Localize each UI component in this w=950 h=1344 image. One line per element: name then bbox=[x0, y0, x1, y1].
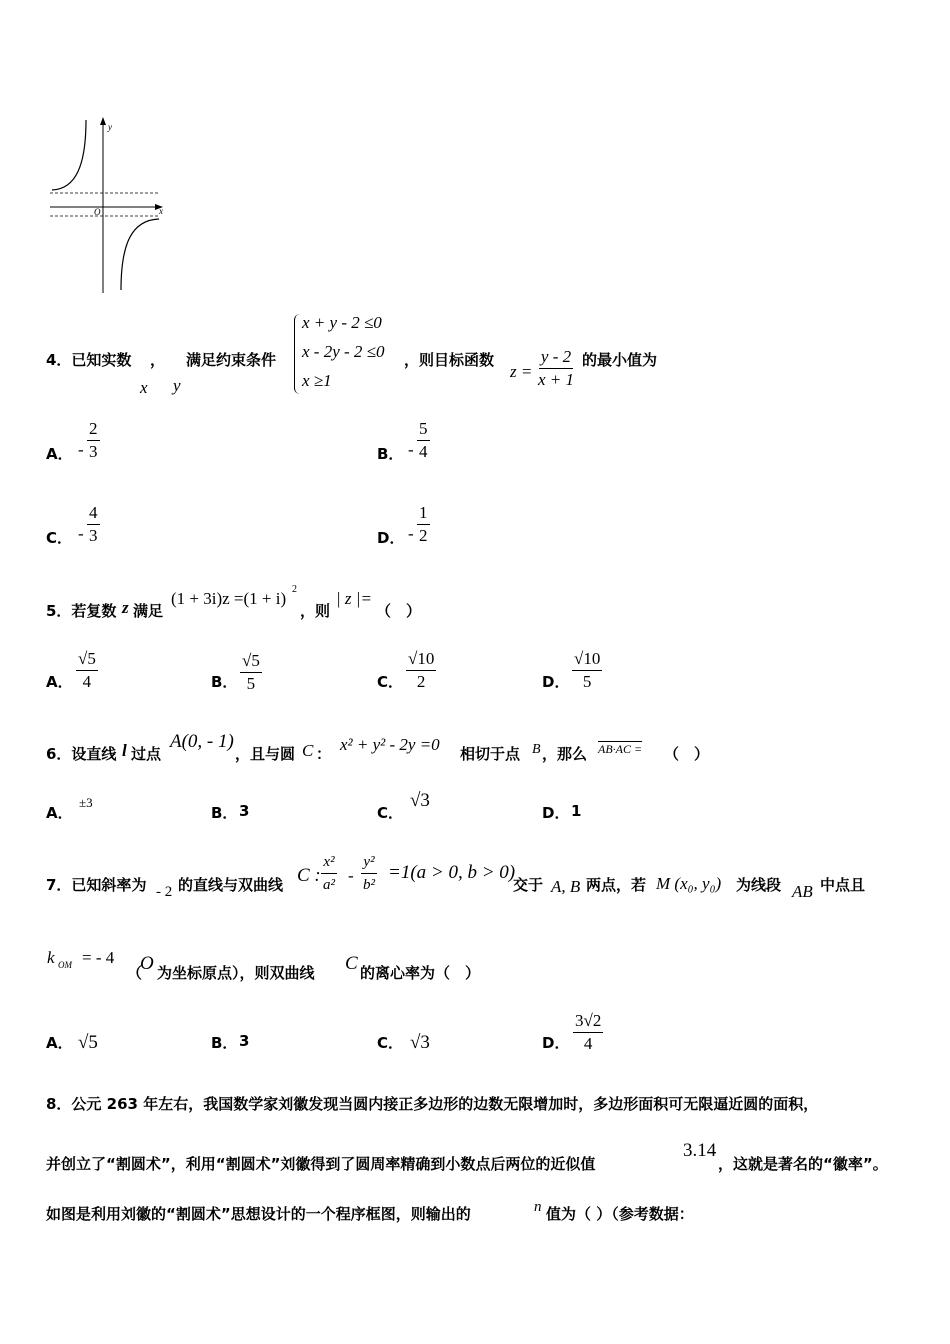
q7-hyper-C: C : bbox=[297, 865, 321, 886]
q5-option-a-rad: 5 bbox=[87, 649, 96, 668]
q7-line2-c: 的离心率为（ ） bbox=[360, 964, 481, 982]
q4-after: ，则目标函数 bbox=[404, 351, 495, 369]
q6-colon: ： bbox=[316, 745, 332, 763]
q5-prefix: 5．若复数 bbox=[46, 602, 117, 620]
y-axis-arrow bbox=[100, 117, 106, 125]
q7-AB-points: A, B bbox=[551, 877, 581, 896]
q7-minus: - bbox=[348, 866, 354, 885]
q5-power: 2 bbox=[292, 584, 297, 595]
q7-O: O bbox=[140, 953, 154, 974]
q4-option-a-label[interactable]: A． bbox=[46, 445, 73, 463]
q7-M: M (x₀, y₀) bbox=[656, 874, 722, 893]
q7-b2: b² bbox=[363, 877, 375, 893]
q7-prefix: 7．已知斜率为 bbox=[46, 876, 147, 894]
function-graph bbox=[46, 115, 171, 295]
q4-option-c-den: 3 bbox=[89, 526, 98, 545]
q7-slope: - 2 bbox=[156, 884, 173, 900]
q7-line2-a: （ bbox=[127, 964, 143, 982]
q6-point-B: B bbox=[532, 742, 541, 757]
q8-pi: 3.14 bbox=[683, 1140, 717, 1161]
q4-z-num: y - 2 bbox=[539, 346, 573, 369]
q4-var-y: y bbox=[173, 376, 181, 395]
q4-constraint-2: x - 2y - 2 ≤0 bbox=[302, 342, 385, 361]
q7-k-sub: OM bbox=[58, 960, 72, 970]
q4-var-x: x bbox=[140, 378, 148, 397]
q8-line3-b: 值为（ ）（参考数据： bbox=[546, 1205, 694, 1223]
q4-option-d-sign: - bbox=[408, 524, 414, 543]
q8-n: n bbox=[534, 1199, 542, 1215]
q6-option-c-value: √3 bbox=[410, 790, 430, 811]
q4-constraint-3: x ≥1 bbox=[302, 371, 332, 390]
q5-option-a-label[interactable]: A． bbox=[46, 673, 73, 691]
q6-circle-eq: x² + y² - 2y =0 bbox=[340, 735, 440, 754]
q6-option-b-value: 3 bbox=[239, 802, 250, 820]
q4-option-c-num: 4 bbox=[87, 502, 100, 525]
q4-option-a-value bbox=[87, 418, 100, 463]
q7-a2: a² bbox=[323, 877, 335, 893]
q6-option-c-label[interactable]: C． bbox=[377, 804, 404, 822]
q7-C2: C bbox=[345, 953, 358, 974]
q6-option-d-label[interactable]: D． bbox=[542, 804, 570, 822]
q6-mid1: 过点 bbox=[131, 745, 162, 763]
q6-mid4: ，那么 bbox=[542, 745, 588, 763]
q7-option-a-value: √5 bbox=[78, 1032, 98, 1053]
q5-option-b-rad: 5 bbox=[251, 651, 260, 670]
q5-option-c-den: 2 bbox=[416, 672, 426, 691]
q4-prefix: 4．已知实数 bbox=[46, 351, 132, 369]
q7-y2: y² bbox=[361, 851, 376, 874]
q5-option-d-den: 5 bbox=[582, 672, 592, 691]
q7-AB: AB bbox=[792, 882, 813, 901]
q4-z-den: x + 1 bbox=[538, 370, 575, 389]
q4-z-fraction bbox=[536, 346, 576, 391]
q4-option-b-value bbox=[417, 418, 430, 463]
curve-right-branch bbox=[121, 219, 159, 290]
q5-option-c-label[interactable]: C． bbox=[377, 673, 404, 691]
q4-option-c-label[interactable]: C． bbox=[46, 529, 73, 547]
q5-equation: (1 + 3i)z =(1 + i) bbox=[171, 589, 287, 608]
q6-option-a-value: ±3 bbox=[79, 795, 93, 810]
q5-option-c-rad: 10 bbox=[417, 649, 435, 668]
q4-option-d-value bbox=[417, 502, 430, 547]
q6-dot-product: AB·AC = bbox=[598, 742, 643, 756]
q6-option-d-value: 1 bbox=[571, 802, 582, 820]
q6-circle-C: C bbox=[302, 741, 314, 760]
q6-mid3: 相切于点 bbox=[460, 745, 521, 763]
q7-mid4: 为线段 bbox=[736, 876, 782, 894]
q5-option-d-rad: 10 bbox=[583, 649, 601, 668]
q4-option-b-den: 4 bbox=[419, 442, 428, 461]
q7-option-d-den: 4 bbox=[583, 1034, 593, 1053]
q7-option-c-label[interactable]: C． bbox=[377, 1034, 404, 1052]
q4-z-eq: z = bbox=[510, 362, 533, 381]
q4-option-d-num: 1 bbox=[417, 502, 430, 525]
q4-mid: 满足约束条件 bbox=[186, 351, 277, 369]
q5-option-d-label[interactable]: D． bbox=[542, 673, 570, 691]
q6-line-l: l bbox=[122, 741, 127, 760]
q5-option-a-value: $\frac{√5}{4}$ bbox=[78, 649, 96, 691]
q7-line2-b: 为坐标原点），则双曲线 bbox=[157, 964, 315, 982]
q8-line2-a: 并创立了“割圆术”，利用“割圆术”刘徽得到了圆周率精确到小数点后两位的近似值 bbox=[46, 1155, 596, 1173]
q4-option-b-label[interactable]: B． bbox=[377, 445, 404, 463]
q7-k-value: = - 4 bbox=[82, 948, 115, 967]
q7-option-a-label[interactable]: A． bbox=[46, 1034, 73, 1052]
q5-option-a-den: 4 bbox=[82, 672, 92, 691]
q7-x2: x² bbox=[321, 851, 336, 874]
q8-line1: 8．公元 263 年左右，我国数学家刘徽发现当圆内接正多边形的边数无限增加时，多边形面积可无限逼近圆的面积， bbox=[46, 1095, 819, 1113]
q7-mid2: 交于 bbox=[513, 876, 544, 894]
q4-option-a-num: 2 bbox=[87, 418, 100, 441]
q5-after: ，则 bbox=[300, 602, 331, 620]
q4-option-b-sign: - bbox=[408, 440, 414, 459]
q5-abs: | z |= bbox=[336, 589, 372, 608]
q6-prefix: 6．设直线 bbox=[46, 745, 117, 763]
constraint-brace bbox=[294, 314, 301, 394]
q8-line2-b: ，这就是著名的“徽率”。 bbox=[718, 1155, 888, 1173]
q6-paren: （ ） bbox=[664, 745, 710, 763]
q4-comma: ， bbox=[150, 351, 166, 369]
q5-mid: 满足 bbox=[133, 602, 164, 620]
q4-option-b-num: 5 bbox=[417, 418, 430, 441]
q6-option-b-label[interactable]: B． bbox=[211, 804, 238, 822]
q5-option-b-label[interactable]: B． bbox=[211, 673, 238, 691]
y-axis-label: y bbox=[108, 122, 112, 132]
q6-option-a-label[interactable]: A． bbox=[46, 804, 73, 822]
q7-option-c-value: √3 bbox=[410, 1032, 430, 1053]
q7-option-b-label[interactable]: B． bbox=[211, 1034, 238, 1052]
q5-option-d-value: $\frac{√10}{5}$ bbox=[574, 649, 601, 691]
q4-option-c-sign: - bbox=[78, 524, 84, 543]
q7-k: k bbox=[47, 948, 55, 967]
curve-left-branch bbox=[52, 120, 86, 190]
x-axis-label: x bbox=[159, 206, 163, 216]
q6-mid2: ，且与圆 bbox=[235, 745, 296, 763]
q7-option-b-value: 3 bbox=[239, 1032, 250, 1050]
q7-mid3: 两点，若 bbox=[586, 876, 647, 894]
q4-option-d-label[interactable]: D． bbox=[377, 529, 405, 547]
q7-option-d-num: 3√2 bbox=[573, 1010, 603, 1033]
q7-mid5: 中点且 bbox=[820, 876, 866, 894]
q5-option-b-value: $\frac{√5}{5}$ bbox=[242, 651, 260, 693]
q7-y-over-b bbox=[361, 851, 377, 896]
q4-option-a-sign: - bbox=[78, 440, 84, 459]
q4-option-d-den: 2 bbox=[419, 526, 428, 545]
q4-suffix: 的最小值为 bbox=[582, 351, 658, 369]
q7-option-d-label[interactable]: D． bbox=[542, 1034, 570, 1052]
q7-x-over-a bbox=[321, 851, 337, 896]
q4-constraint-1: x + y - 2 ≤0 bbox=[302, 313, 382, 332]
q4-option-a-den: 3 bbox=[89, 442, 98, 461]
q5-option-b-den: 5 bbox=[246, 674, 256, 693]
origin-label: O bbox=[94, 207, 101, 217]
q7-option-d-value bbox=[573, 1010, 603, 1055]
q5-var: z bbox=[122, 598, 129, 617]
q5-option-c-value: $\frac{√10}{2}$ bbox=[408, 649, 435, 691]
q5-paren: （ ） bbox=[376, 602, 422, 620]
q7-eq1: =1(a > 0, b > 0) bbox=[388, 862, 516, 883]
q8-line3-a: 如图是利用刘徽的“割圆术”思想设计的一个程序框图，则输出的 bbox=[46, 1205, 471, 1223]
q7-mid1: 的直线与双曲线 bbox=[178, 876, 284, 894]
q4-option-c-value bbox=[87, 502, 100, 547]
q6-point: A(0, - 1) bbox=[170, 731, 234, 752]
